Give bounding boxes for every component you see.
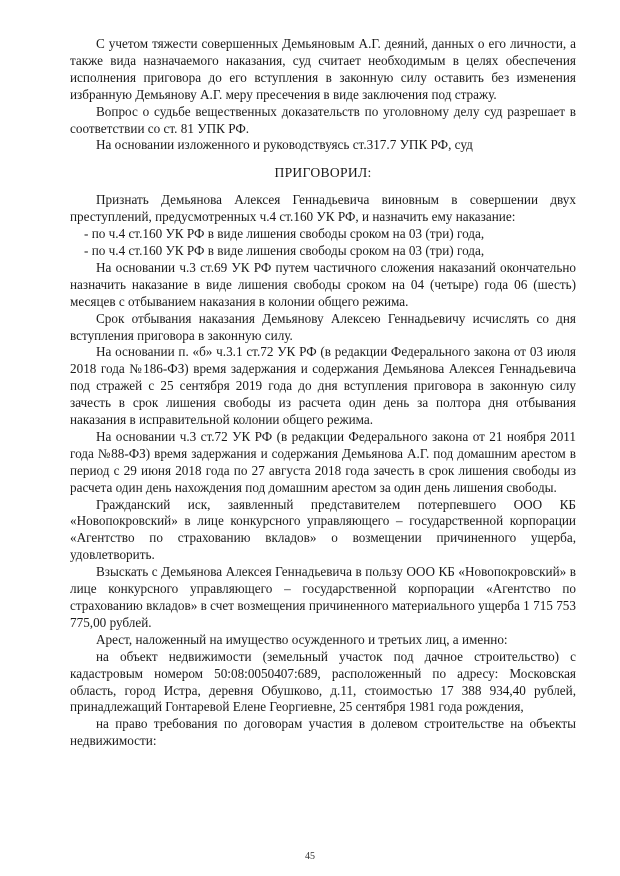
paragraph-arrest: Арест, наложенный на имущество осужденного и третьих лиц, а именно: [96,631,508,647]
paragraph-recovery: Взыскать с Демьянова Алексея Геннадьевича в пользу ООО КБ «Новопокровский» в лице конкурсного управляющего – государственной корпорации «Агентство по страхованию вкладов» в счет возмещения причиненного материального ущерба 1 715 753 775,00 рублей. [70,564,576,630]
document-body [70,36,576,750]
paragraph-evidence: Вопрос о судьбе вещественных доказательств по уголовному делу суд разрешает в соответствии со ст. 81 УПК РФ. [70,103,576,136]
paragraph-house-arrest-credit: На основании ч.3 ст.72 УК РФ (в редакции Федерального закона от 21 ноября 2011 года №88-ФЗ) время задержания и содержания Демьянова А.Г. под домашним арестом в период с 29 июня 2018 года по 27 августа 2018 года зачесть в срок лишения свободы из расчета один день нахождения под домашним арестом за один день лишения свободы. [70,428,576,495]
paragraph-civil-claim: Гражданский иск, заявленный представителем потерпевшего ООО КБ «Новопокровский» в лице конкурсного управляющего – государственной корпорации «Агентство по страхованию вкладов» о возмещении причиненного ущерба, удовлетворить. [70,496,576,563]
paragraph-term-start: Срок отбывания наказания Демьянову Алексею Геннадьевичу исчислять со дня вступления приговора в законную силу. [70,310,576,343]
paragraph-final-sentence: На основании ч.3 ст.69 УК РФ путем частичного сложения наказаний окончательно назначить наказание в виде лишения свободы сроком на 04 (четыре) года 06 (шесть) месяцев с отбыванием наказания в колонии общего режима. [70,259,576,309]
paragraph-preventive-measure: С учетом тяжести совершенных Демьяновым А.Г. деяний, данных о его личности, а также вида назначаемого наказания, суд считает необходимым в целях обеспечения исполнения приговора до его вступления в законную силу оставить без изменения избранную Демьянову А.Г. меру пресечения в виде заключения под стражу. [70,36,576,102]
verdict-heading: ПРИГОВОРИЛ: [274,165,372,181]
sentence-item-2: - по ч.4 ст.160 УК РФ в виде лишения свободы сроком на 03 (три) года, [84,242,485,258]
paragraph-detention-credit: На основании п. «б» ч.3.1 ст.72 УК РФ (в редакции Федерального закона от 03 июля 2018 года №186-ФЗ) время задержания и содержания Демьянова Алексея Геннадьевича под стражей с 25 сентября 2019 года до дня вступления приговора в законную силу зачесть в срок лишения свободы из расчета один день за полтора дня отбывания наказания в исправительной колонии общего режима. [70,344,576,428]
paragraph-land-plot: на объект недвижимости (земельный участок под дачное строительство) с кадастровым номером 50:08:0050407:689, расположенный по адресу: Московская область, город Истра, деревня Обушково, д.11, стоимостью 17 388 934,40 рублей, принадлежащий Гонтаревой Елене Георгиевне, 25 сентября 1981 года рождения, [70,648,576,715]
sentence-item-1: - по ч.4 ст.160 УК РФ в виде лишения свободы сроком на 03 (три) года, [84,226,485,242]
page-number: 45 [305,851,315,862]
paragraph-guilty: Признать Демьянова Алексея Геннадьевича виновным в совершении двух преступлений, предусмотренных ч.4 ст.160 УК РФ, и назначить ему наказание: [70,192,576,225]
paragraph-legal-basis: На основании изложенного и руководствуясь ст.317.7 УПК РФ, суд [96,137,473,153]
paragraph-claim-rights: на право требования по договорам участия в долевом строительстве на объекты недвижимости: [70,716,576,749]
